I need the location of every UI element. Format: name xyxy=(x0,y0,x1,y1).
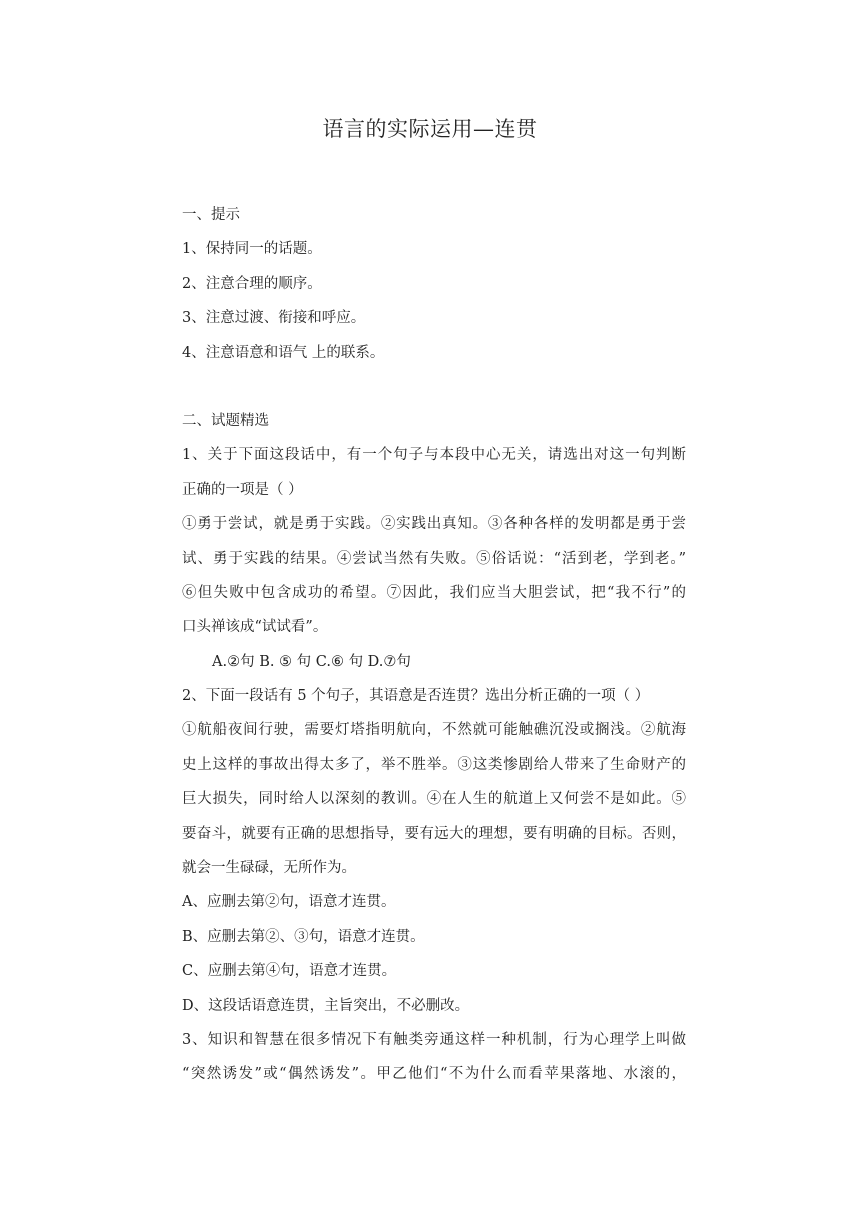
section-heading-exercises: 二、试题精选 xyxy=(182,412,269,429)
tip-item: 1、保持同一的话题。 xyxy=(182,241,322,258)
tip-item: 4、注意语意和语气 上的联系。 xyxy=(182,344,385,361)
document-body xyxy=(182,198,686,1092)
question-2-passage: 就会一生碌碌，无所作为。 xyxy=(182,860,356,877)
question-1-passage: 口头禅该成“试试看”。 xyxy=(182,619,328,636)
question-2-passage: ①航船夜间行驶，需要灯塔指明航向，不然就可能触礁沉没或搁浅。②航海 xyxy=(182,722,686,739)
question-1-stem: 1、关于下面这段话中，有一个句子与本段中心无关，请选出对这一句判断 xyxy=(182,447,686,464)
question-2-passage: 巨大损失，同时给人以深刻的教训。④在人生的航道上又何尝不是如此。⑤ xyxy=(182,791,686,808)
tip-item: 3、注意过渡、衔接和呼应。 xyxy=(182,310,366,327)
section-heading-tips: 一、提示 xyxy=(182,207,240,223)
question-1-passage: ①勇于尝试，就是勇于实践。②实践出真知。③各种各样的发明都是勇于尝 xyxy=(182,516,686,533)
question-2-passage: 要奋斗，就要有正确的思想指导，要有远大的理想，要有明确的目标。否则， xyxy=(182,825,686,842)
question-2-stem: 2、下面一段话有 5 个句子，其语意是否连贯？选出分析正确的一项（ ） xyxy=(182,688,650,705)
question-1-stem: 正确的一项是（ ） xyxy=(182,481,303,498)
tip-item: 2、注意合理的顺序。 xyxy=(182,275,322,292)
question-2-option: B、应删去第②、③句，语意才连贯。 xyxy=(182,928,425,945)
question-1-passage: ⑥但失败中包含成功的希望。⑦因此，我们应当大胆尝试，把“我不行”的 xyxy=(182,584,686,601)
question-1-options: A.②句 B. ⑤ 句 C.⑥ 句 D.⑦句 xyxy=(212,653,411,670)
question-3-text: “突然诱发”或“偶然诱发”。甲乙他们“不为什么而看苹果落地、水滚的， xyxy=(182,1066,686,1083)
question-2-option: A、应删去第②句，语意才连贯。 xyxy=(182,894,396,911)
question-2-passage: 史上这样的事故出得太多了，举不胜举。③这类惨剧给人带来了生命财产的 xyxy=(182,756,686,773)
document-title: 语言的实际运用—连贯 xyxy=(322,117,538,141)
question-2-option: C、应删去第④句，语意才连贯。 xyxy=(182,963,397,980)
question-3-text: 3、知识和智慧在很多情况下有触类旁通这样一种机制，行为心理学上叫做 xyxy=(182,1031,686,1048)
question-2-option: D、这段话语意连贯，主旨突出，不必删改。 xyxy=(182,997,470,1014)
question-1-passage: 试、勇于实践的结果。④尝试当然有失败。⑤俗话说：“活到老，学到老。” xyxy=(182,550,686,567)
section-spacer xyxy=(182,370,686,404)
